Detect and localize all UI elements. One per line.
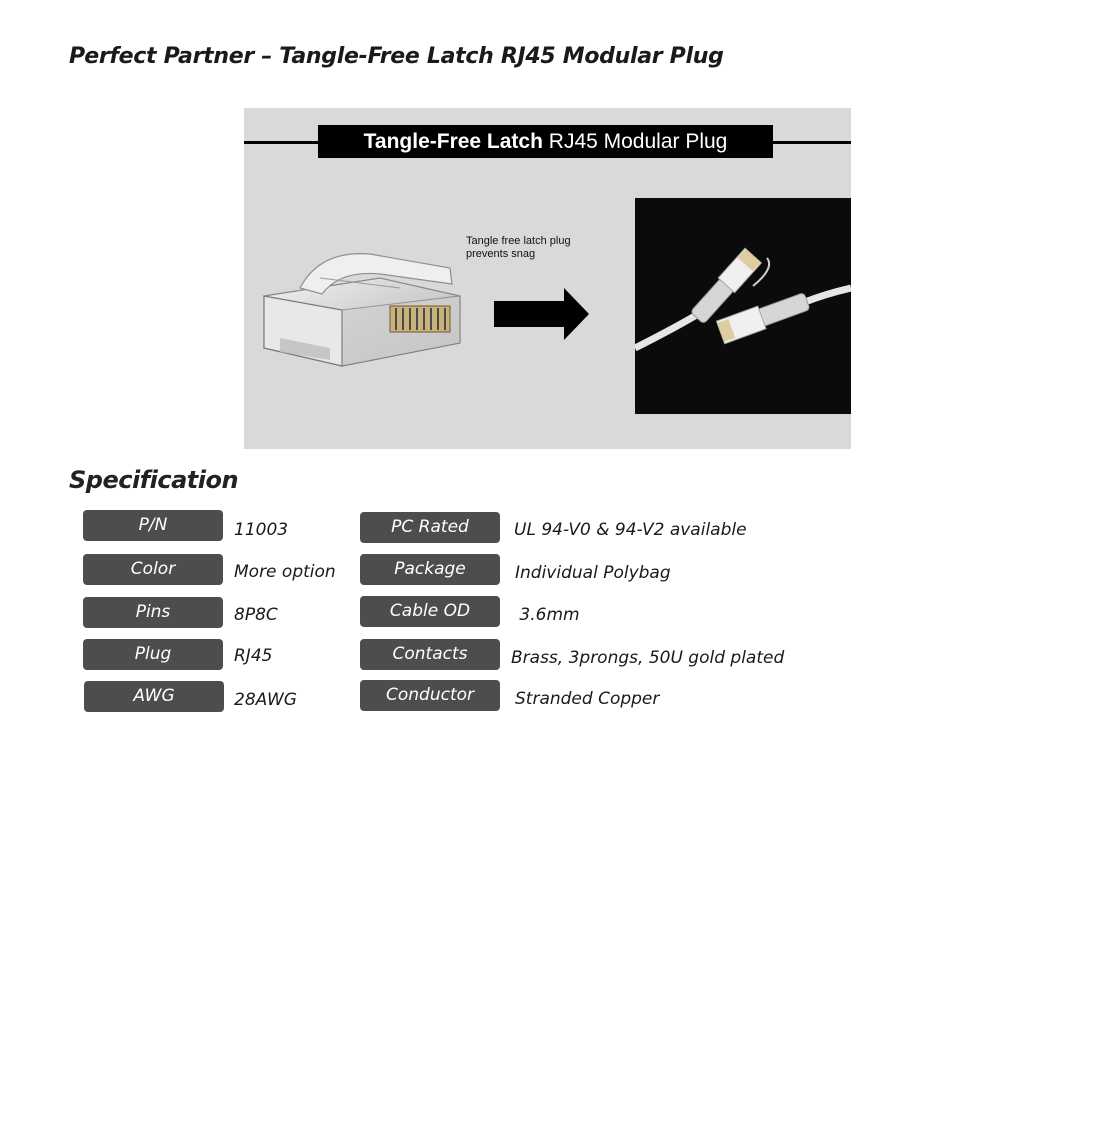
- banner-title-rest: RJ45 Modular Plug: [542, 130, 728, 153]
- spec-value-contacts: Brass, 3prongs, 50U gold plated: [511, 648, 785, 668]
- spec-label-plug: Plug: [83, 639, 223, 670]
- right-arrow-icon: [494, 288, 589, 340]
- spec-label-pc-rated: PC Rated: [360, 512, 500, 543]
- spec-value-awg: 28AWG: [234, 690, 297, 710]
- callout-text: [466, 235, 606, 261]
- spec-value-package: Individual Polybag: [515, 563, 671, 583]
- spec-value-cable-od: 3.6mm: [514, 605, 580, 625]
- spec-value-pn: 11003: [234, 520, 289, 540]
- callout-line-1: Tangle free latch plug: [466, 235, 571, 247]
- spec-value-pins: 8P8C: [234, 605, 278, 625]
- spec-label-pn: P/N: [83, 510, 223, 541]
- banner-title-bold: Tangle-Free Latch: [363, 130, 543, 153]
- spec-label-conductor: Conductor: [360, 680, 500, 711]
- spec-label-contacts: Contacts: [360, 639, 500, 670]
- cable-photo: [635, 198, 851, 414]
- spec-value-plug: RJ45: [234, 646, 273, 666]
- spec-label-cable-od: Cable OD: [360, 596, 500, 627]
- callout-line-2: prevents snag: [466, 248, 536, 260]
- product-banner-image: [244, 108, 851, 449]
- spec-value-color: More option: [234, 562, 336, 582]
- spec-value-pc-rated: UL 94-V0 & 94-V2 available: [514, 520, 747, 540]
- rj45-plug-illustration: [260, 248, 465, 378]
- page-title: Perfect Partner – Tangle-Free Latch RJ45 Modular Plug: [69, 44, 724, 69]
- spec-value-conductor: Stranded Copper: [515, 689, 660, 709]
- specification-heading: Specification: [69, 466, 239, 494]
- spec-label-color: Color: [83, 554, 223, 585]
- banner-title: [318, 125, 773, 158]
- spec-label-pins: Pins: [83, 597, 223, 628]
- spec-label-package: Package: [360, 554, 500, 585]
- spec-label-awg: AWG: [84, 681, 224, 712]
